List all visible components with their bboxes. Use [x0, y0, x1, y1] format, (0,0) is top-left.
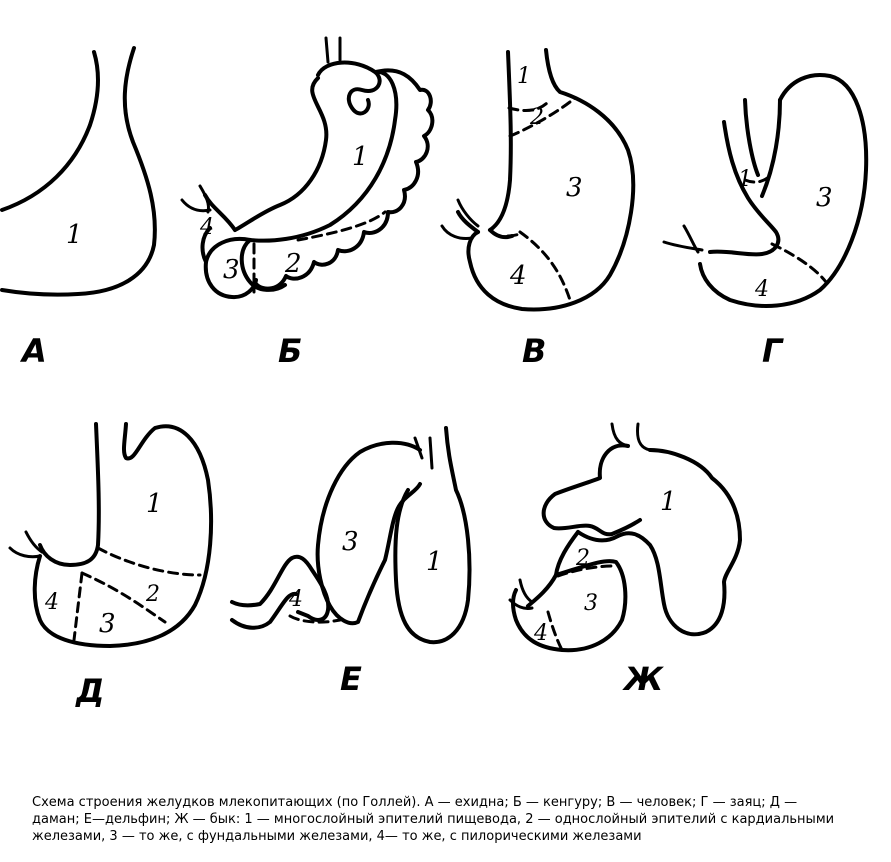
panel-e-label-4: 4 [289, 587, 303, 612]
caption-line-2: даман; Е—дельфин; Ж — бык: 1 — многослойный эпителий пищевода, 2 — однослойный эпителий с кардиальными [32, 812, 835, 827]
panel-zh-label-3: 3 [584, 591, 598, 616]
panel-g-label-1: 1 [738, 167, 752, 192]
panel-d-label-3: 3 [99, 609, 116, 639]
panel-zh-label-1: 1 [660, 487, 677, 517]
panel-c-label-1: 1 [517, 64, 531, 89]
panel-c-label-2: 2 [530, 105, 544, 130]
panel-b-label-3: 3 [223, 255, 240, 285]
panel-d-label-4: 4 [45, 590, 59, 615]
panel-b-letter: Б [278, 332, 303, 370]
panel-g-letter: Г [762, 332, 783, 370]
panel-b [182, 38, 432, 370]
panel-c-label-4: 4 [510, 261, 527, 291]
figure-caption [32, 794, 862, 845]
panel-c-label-3: 3 [566, 173, 583, 203]
panel-zh [510, 424, 740, 698]
panel-b-label-4: 4 [200, 215, 214, 240]
panel-b-label-2: 2 [285, 249, 302, 279]
panel-b-label-1: 1 [352, 142, 369, 172]
panel-zh-letter: Ж [624, 660, 664, 698]
panel-a-label-1: 1 [66, 220, 83, 250]
panel-e-label-1: 1 [426, 547, 443, 577]
panel-d-letter: Д [76, 672, 105, 710]
panel-e-label-3: 3 [342, 527, 359, 557]
panel-d [10, 424, 211, 710]
panel-c-letter: В [522, 332, 547, 370]
panel-zh-label-4: 4 [534, 621, 548, 646]
panel-g-label-3: 3 [816, 183, 833, 213]
panel-zh-label-2: 2 [576, 546, 590, 571]
panel-e [232, 428, 470, 698]
panel-e-letter: Е [340, 660, 362, 698]
panel-g-label-4: 4 [755, 277, 769, 302]
panel-d-label-2: 2 [146, 582, 160, 607]
panel-a [2, 48, 155, 370]
caption-line-3: железами, 3 — то же, с фундальными железами, 4— то же, с пилорическими железами [32, 829, 642, 844]
caption-line-1: Схема строения желудков млекопитающих (по Голлей). А — ехидна; Б — кенгуру; В — человек; Г — заяц; Д — [32, 795, 798, 810]
panel-c [442, 50, 633, 370]
panel-d-label-1: 1 [146, 489, 163, 519]
panel-a-letter: А [22, 332, 47, 370]
panel-g [664, 75, 866, 370]
